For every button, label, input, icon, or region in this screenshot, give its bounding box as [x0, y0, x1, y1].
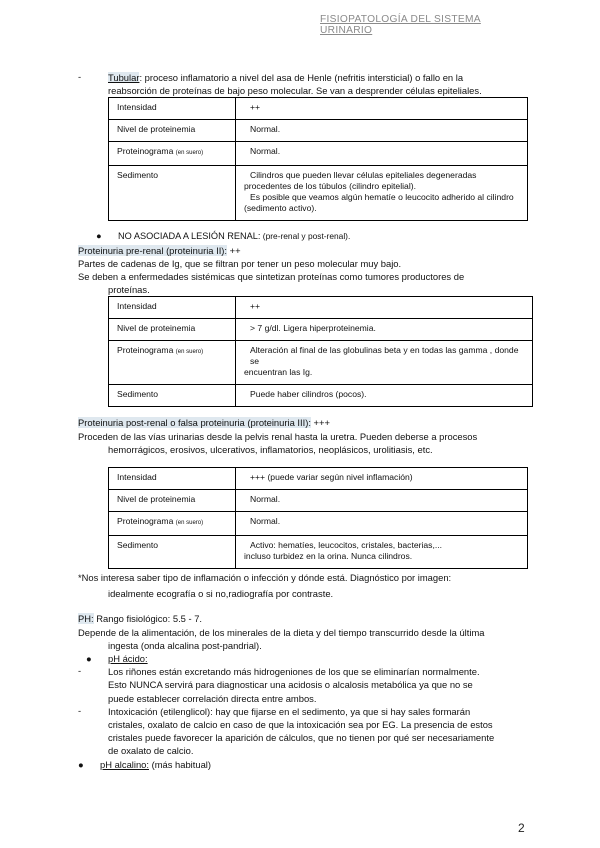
table-value-cell — [236, 319, 533, 341]
table-row — [109, 166, 528, 221]
prerenal-heading: Proteinuria pre-renal (proteinuria II): — [78, 244, 228, 256]
list-item — [78, 665, 534, 705]
no-asociada-title: NO ASOCIADA A LESIÓN RENAL: — [118, 231, 261, 242]
table-value-cell — [236, 297, 533, 319]
table-value-cell — [236, 468, 528, 490]
table-value-line: Activo: hematíes, leucocitos, cristales, bacterias,... — [250, 540, 443, 551]
ph-alkaline-item — [70, 758, 534, 771]
table-value-line: incluso turbidez en la orina. Nunca cilindros. — [244, 551, 413, 562]
table-key: Proteinograma — [117, 516, 176, 527]
list-item-line: cristales puede favorecer la aparición de cálculos, que no tienen por qué ser necesariamente — [108, 732, 495, 744]
table-key-cell — [109, 98, 236, 120]
page-number: 2 — [518, 821, 525, 835]
ph-alkaline-label: pH alcalino: — [100, 758, 149, 770]
table-row — [109, 142, 528, 166]
prerenal-table — [108, 296, 533, 407]
ph-acid-label: pH ácido: — [108, 653, 148, 665]
table-row — [109, 490, 528, 512]
table-row — [109, 385, 533, 407]
table-value-line: Puede haber cilindros (pocos). — [250, 389, 367, 400]
list-item-line: Los riñones están excretando más hidrogeniones de los que se eliminarían normalmente. — [108, 666, 480, 678]
table-row — [109, 319, 533, 341]
ph-line-2: ingesta (onda alcalina post-pandrial). — [108, 639, 262, 651]
table-key: Sedimento — [117, 389, 159, 400]
table-key-cell — [109, 142, 236, 166]
tubular-item — [78, 71, 534, 97]
ph-acid-list — [78, 665, 534, 757]
table-key-cell — [109, 512, 236, 536]
table-value-line: ++ — [250, 102, 261, 113]
table-key: Intensidad — [117, 472, 157, 483]
list-item-line: de oxalato de calcio. — [108, 745, 194, 757]
table-key-cell — [109, 319, 236, 341]
table-key: Nivel de proteinemia — [117, 124, 196, 135]
note-line-2: idealmente ecografía o si no,radiografía por contraste. — [108, 588, 334, 600]
dash-marker: - — [78, 71, 82, 82]
table-key-note: (en suero) — [175, 150, 204, 157]
table-value-cell — [236, 536, 528, 569]
prerenal-line-1: Partes de cadenas de Ig, que se filtran por tener un peso molecular muy bajo. — [78, 257, 402, 269]
list-item — [78, 705, 534, 758]
table-key-cell — [109, 166, 236, 221]
tubular-text-2: reabsorción de proteínas de bajo peso molecular. Se van a desprender células epiteliales. — [108, 85, 482, 97]
table-value-line: procedentes de los túbulos (cilindro epitelial). — [244, 181, 416, 192]
ph-alkaline-text: (más habitual) — [149, 758, 212, 770]
table-key: Proteinograma — [117, 345, 176, 356]
table-row — [109, 468, 528, 490]
table-value-cell — [236, 341, 533, 385]
table-key-cell — [109, 297, 236, 319]
tubular-table — [108, 97, 528, 221]
table-key-cell — [109, 468, 236, 490]
postrenal-table — [108, 467, 528, 569]
postrenal-line-1: Proceden de las vías urinarias desde la pelvis renal hasta la uretra. Pueden deberse a procesos — [78, 430, 478, 442]
postrenal-heading: Proteinuria post-renal o falsa proteinuria (proteinuria III): — [78, 417, 311, 429]
table-row — [109, 120, 528, 142]
table-key-note: (en suero) — [175, 520, 204, 527]
table-value-cell — [236, 142, 528, 166]
document-body — [78, 71, 534, 771]
table-key-note: (en suero) — [175, 349, 204, 356]
table-value-line: Es posible que veamos algún hematíe o leucocito adherido al cilindro — [250, 192, 514, 203]
prerenal-line-3: proteínas. — [108, 284, 150, 296]
table-value-line: Normal. — [250, 124, 281, 135]
ph-range: Rango fisiológico: 5.5 - 7. — [93, 613, 203, 625]
list-item-line: Intoxicación (etilenglicol): hay que fijarse en el sedimento, ya que si hay sales formarán — [108, 705, 471, 717]
prerenal-line-2: Se deben a enfermedades sistémicas que sintetizan proteínas como tumores productores de — [78, 271, 465, 283]
bullet-icon: ● — [86, 653, 92, 665]
table-value-line: (sedimento activo). — [244, 203, 317, 214]
table-row — [109, 536, 528, 569]
dash-marker: - — [78, 665, 82, 677]
table-value-line: encuentran las Ig. — [244, 367, 313, 378]
prerenal-intensity: ++ — [227, 244, 241, 256]
table-row — [109, 297, 533, 319]
table-value-line: ++ — [250, 301, 261, 312]
list-item-line: cristales, oxalato de calcio en caso de que la intoxicación sea por EG. La presencia de estos — [108, 719, 493, 731]
postrenal-line-2: hemorrágicos, erosivos, ulcerativos, inflamatorios, neoplásicos, urolitiasis, etc. — [108, 443, 433, 455]
no-asociada-item — [78, 230, 534, 243]
table-key: Proteinograma — [117, 146, 176, 157]
table-value-cell — [236, 166, 528, 221]
table-value-line: Alteración al final de las globulinas beta y en todas las gamma , donde se — [250, 345, 519, 367]
table-value-line: Normal. — [250, 146, 281, 157]
table-key: Nivel de proteinemia — [117, 494, 196, 505]
ph-label: PH: — [78, 613, 94, 625]
table-value-line: > 7 g/dl. Ligera hiperproteinemia. — [250, 323, 376, 334]
ph-acid-item — [78, 652, 534, 665]
table-value-cell — [236, 385, 533, 407]
postrenal-intensity: +++ — [310, 417, 330, 429]
table-key-cell — [109, 536, 236, 569]
table-value-line: +++ (puede variar según nivel inflamación) — [250, 472, 413, 483]
dash-marker: - — [78, 704, 82, 716]
table-key-cell — [109, 120, 236, 142]
running-header: FISIOPATOLOGÍA DEL SISTEMA URINARIO — [320, 14, 481, 36]
note-line-1: *Nos interesa saber tipo de inflamación o infección y dónde está. Diagnóstico por imagen: — [78, 572, 452, 584]
table-key: Nivel de proteinemia — [117, 323, 196, 334]
table-value-line: Cilindros que pueden llevar células epiteliales degeneradas — [250, 170, 477, 181]
bullet-icon: ● — [78, 758, 84, 770]
no-asociada-text: (pre-renal y post-renal). — [260, 231, 351, 242]
table-value-cell — [236, 490, 528, 512]
table-key: Sedimento — [117, 540, 159, 551]
table-key: Intensidad — [117, 102, 157, 113]
table-value-line: Normal. — [250, 494, 281, 505]
tubular-term: Tubular — [108, 72, 140, 83]
table-value-cell — [236, 512, 528, 536]
tubular-text-1: : proceso inflamatorio a nivel del asa de Henle (nefritis intersticial) o fallo en la — [139, 72, 464, 83]
table-value-cell — [236, 120, 528, 142]
table-key-cell — [109, 385, 236, 407]
table-value-cell — [236, 98, 528, 120]
table-key-cell — [109, 490, 236, 512]
table-key: Sedimento — [117, 170, 159, 181]
table-key-cell — [109, 341, 236, 385]
table-value-line: Normal. — [250, 516, 281, 527]
table-row — [109, 512, 528, 536]
table-row — [109, 341, 533, 385]
bullet-icon: ● — [96, 231, 102, 242]
table-row — [109, 98, 528, 120]
table-key: Intensidad — [117, 301, 157, 312]
list-item-line: Esto NUNCA servirá para diagnosticar una acidosis o alcalosis metabólica ya que no se — [108, 679, 473, 691]
ph-line-1: Depende de la alimentación, de los minerales de la dieta y del tiempo transcurrido desde la última — [78, 626, 485, 638]
list-item-line: puede establecer correlación directa entre ambos. — [108, 692, 317, 704]
